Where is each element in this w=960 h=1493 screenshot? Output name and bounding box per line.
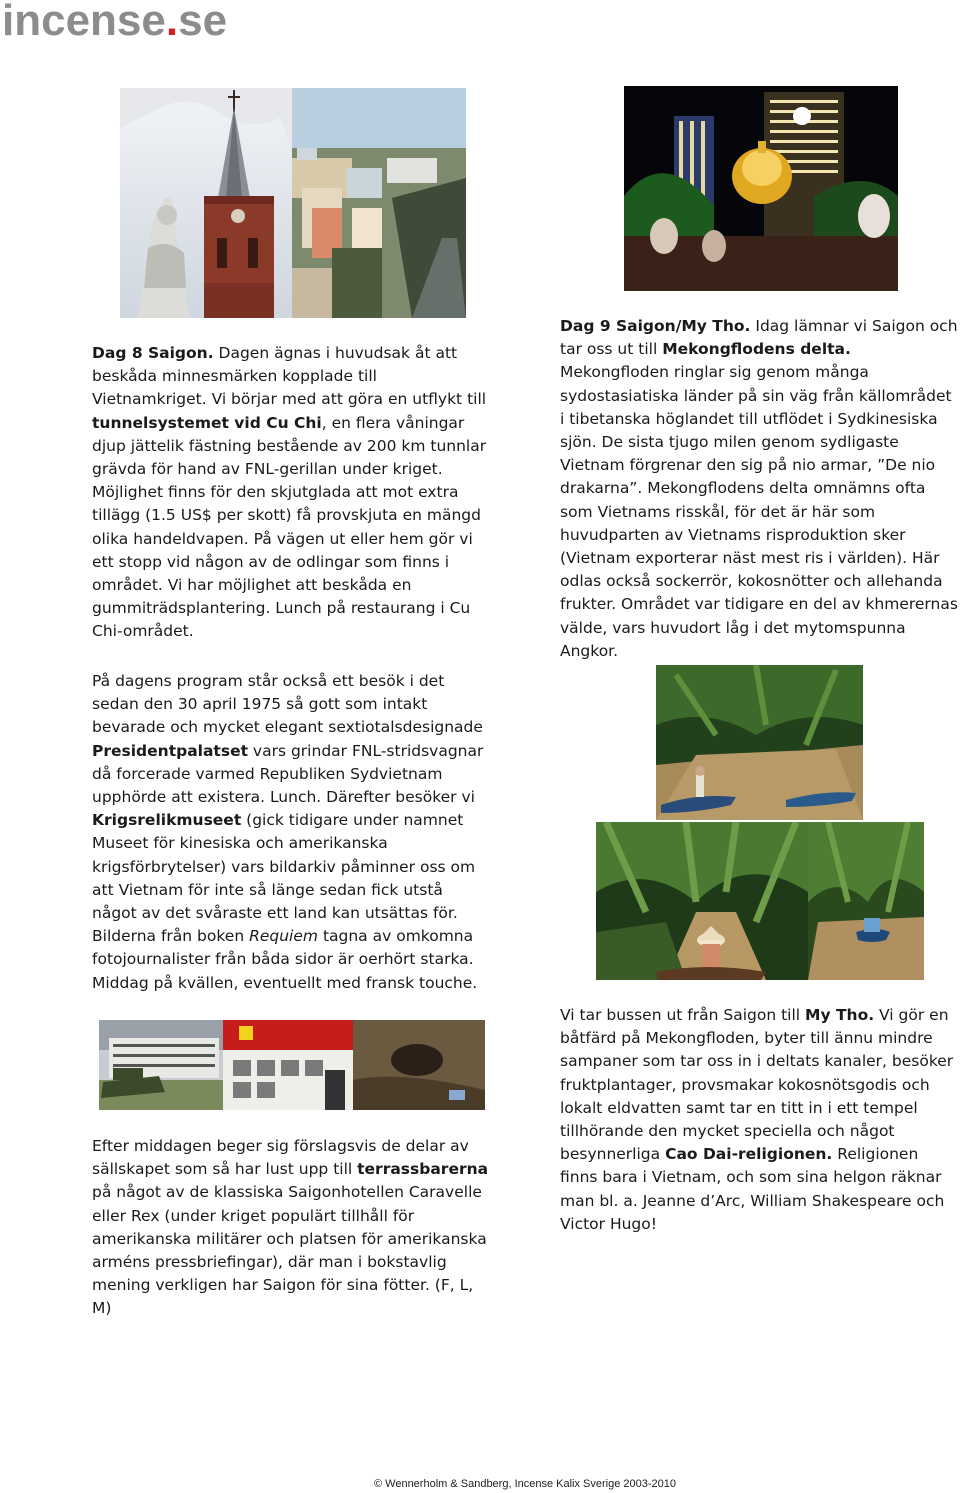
photo-mekong-small-boat [808, 822, 924, 980]
logo-tld: se [178, 0, 228, 45]
day8-p2-text-c: vars grindar FNL-stridsvagnar då forcerade varmed Republiken Sydvietnam upphörde att existera. Lunch. Därefter besöker vi [92, 741, 484, 807]
photo-rex-terrace-night [624, 86, 898, 291]
day8-paragraph-2 [92, 670, 492, 995]
day9-p2-highlight-caodai: Cao Dai-religionen. [665, 1145, 833, 1164]
day8-p3-highlight-terrace: terrassbarerna [357, 1160, 489, 1179]
day8-p3-text-a: Efter middagen beger sig förslagsvis de delar av sällskapet som så har lust upp till [92, 1137, 469, 1179]
day9-p2-text-e: Religionen finns bara i Vietnam, och som sina helgon räknar man bl. a. Jeanne d’Arc, William Shakespeare och Victor Hugo! [560, 1145, 945, 1233]
day8-p2-text-e: (gick tidigare under namnet Museet för kinesiska och amerikanska krigsförbrytelser) vars bildarkiv påminner oss om att Vietnam för inte så länge sedan fick utstå något av det svåraste ett land kan utsättas för. Bilderna från boken [92, 811, 476, 946]
day8-p2-highlight-palace: Presidentpalatset [92, 741, 248, 760]
logo-dot: . [165, 0, 179, 45]
day8-p1-text-a: Dagen ägnas i huvudsak åt att beskåda minnesmärken kopplade till Vietnamkriget. Vi börjar med att göra en utflykt till [92, 344, 487, 409]
day9-p2-text-a: Vi tar bussen ut från Saigon till [560, 1006, 806, 1024]
photo-mekong-boats [656, 665, 863, 820]
site-logo [2, 0, 227, 46]
day9-p1-highlight-delta: Mekongflodens delta. [662, 340, 851, 359]
day9-p1-text-c: Mekongfloden ringlar sig genom många sydostasiatiska länder på sin väg från källområdet i tibetanska höglandet till utflödet i Sydkinesiska sjön. De sista tjugo milen genom sydligaste Vietnam förgrenar den sig på nio armar, ”De nio drakarna”. Mekongflodens delta omnämns ofta som Vietnams risskål, för det är här som huvudparten av Vietnams risproduktion sker (Vietnam exporterar näst mest ris i världen). Här odlas också sockerrör, kokosnötter och allehanda frukter. Området var tidigare en del av khmerernas välde, vars huvudort låg i det mytomspunna Angkor. [560, 363, 958, 660]
day8-p2-highlight-museum: Krigsrelikmuseet [92, 811, 242, 830]
photo-cathedral [120, 88, 292, 318]
photo-saigon-aerial [292, 88, 466, 318]
day8-p1-highlight-cuchi: tunnelsystemet vid Cu Chi [92, 413, 322, 432]
day8-p1-text-c: , en flera våningar djup jättelik fästning bestående av 200 km tunnlar grävda för hand av FNL-gerillan under kriget. Möjlighet finns för den skjutglada att mot extra tillägg (1.5 US$ per skott) få provskjuta en mängd olika handeldvapen. På vägen ut eller hem gör vi ett stopp vid någon av de odlingar som finns i området. Vi har möjlighet att beskåda en gummiträdsplantering. Lunch på restaurang i Cu Chi-området. [92, 413, 487, 641]
day8-p3-text-c: på något av de klassiska Saigonhotellen Caravelle eller Rex (under kriget populärt tillhåll för amerikanska militärer och platsen för amerikanska arméns pressbriefingar), där man i bokstavlig mening verkligen har Saigon för sina fötter. (F, L, M) [92, 1183, 487, 1318]
day8-paragraph-1 [92, 342, 487, 644]
day9-p2-text-c: Vi gör en båtfärd på Mekongfloden, byter till ännu mindre sampaner som tar oss in i deltats kanaler, besöker fruktplantager, provsmakar kokosnötsgodis och lokalt eldvatten samt tar en titt in i ett tempel tillhörande den mycket speciella och något besynnerliga [560, 1006, 954, 1164]
day8-heading: Dag 8 Saigon. [92, 344, 214, 362]
photo-mekong-canal [596, 822, 808, 980]
day8-p2-text-g: tagna av omkomna fotojournalister från båda sidor är oerhört starka. Middag på kvällen, eventuellt med fransk touche. [92, 927, 478, 992]
logo-main: incense [2, 0, 166, 45]
photo-war-museum [99, 1020, 485, 1110]
day8-p2-text-a: På dagens program står också ett besök i det sedan den 30 april 1975 så gott som intakt bevarade och mycket elegant sextiotalsdesignade [92, 672, 483, 737]
page-footer: © Wennerholm & Sandberg, Incense Kalix Sverige 2003-2010 [373, 1478, 677, 1490]
day9-paragraph-2 [560, 1004, 960, 1236]
day8-p2-book-title: Requiem [249, 927, 319, 946]
day9-p2-highlight-mytho: My Tho. [805, 1006, 875, 1024]
day9-heading: Dag 9 Saigon/My Tho. [560, 317, 751, 335]
day9-p1-text-a: Idag lämnar vi Saigon och tar oss ut till [560, 317, 958, 359]
day8-paragraph-3 [92, 1135, 492, 1321]
day9-paragraph-1 [560, 315, 960, 663]
